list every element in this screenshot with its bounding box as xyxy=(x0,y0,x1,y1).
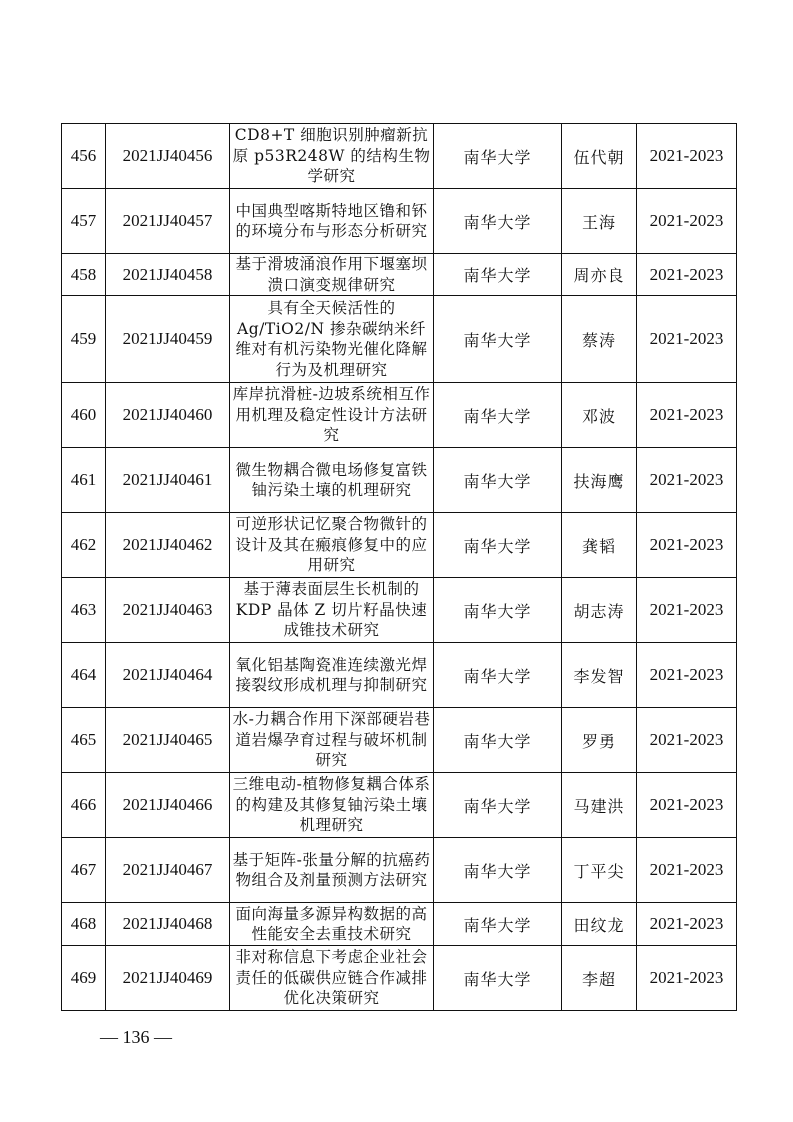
project-id: 2021JJ40469 xyxy=(106,946,230,1011)
row-number: 468 xyxy=(62,903,106,946)
principal-investigator: 蔡涛 xyxy=(562,296,637,383)
project-period: 2021-2023 xyxy=(637,643,737,708)
project-table xyxy=(61,123,737,1011)
table-row xyxy=(62,946,737,1011)
institution: 南华大学 xyxy=(434,383,562,448)
project-period: 2021-2023 xyxy=(637,838,737,903)
institution: 南华大学 xyxy=(434,773,562,838)
principal-investigator: 邓波 xyxy=(562,383,637,448)
project-id: 2021JJ40463 xyxy=(106,578,230,643)
principal-investigator: 李超 xyxy=(562,946,637,1011)
project-title: 中国典型喀斯特地区镥和钚的环境分布与形态分析研究 xyxy=(230,189,434,254)
table-row xyxy=(62,643,737,708)
project-id: 2021JJ40464 xyxy=(106,643,230,708)
principal-investigator: 丁平尖 xyxy=(562,838,637,903)
project-period: 2021-2023 xyxy=(637,189,737,254)
table-row xyxy=(62,513,737,578)
project-id: 2021JJ40468 xyxy=(106,903,230,946)
row-number: 463 xyxy=(62,578,106,643)
project-title: 面向海量多源异构数据的高性能安全去重技术研究 xyxy=(230,903,434,946)
institution: 南华大学 xyxy=(434,708,562,773)
institution: 南华大学 xyxy=(434,903,562,946)
institution: 南华大学 xyxy=(434,578,562,643)
project-period: 2021-2023 xyxy=(637,578,737,643)
table-row xyxy=(62,254,737,296)
project-period: 2021-2023 xyxy=(637,254,737,296)
table-row xyxy=(62,708,737,773)
project-title: 可逆形状记忆聚合物微针的设计及其在瘢痕修复中的应用研究 xyxy=(230,513,434,578)
row-number: 458 xyxy=(62,254,106,296)
table-row xyxy=(62,383,737,448)
row-number: 459 xyxy=(62,296,106,383)
project-id: 2021JJ40457 xyxy=(106,189,230,254)
row-number: 469 xyxy=(62,946,106,1011)
table-row xyxy=(62,296,737,383)
project-table-body xyxy=(62,124,737,1011)
principal-investigator: 王海 xyxy=(562,189,637,254)
table-row xyxy=(62,124,737,189)
row-number: 467 xyxy=(62,838,106,903)
table-row xyxy=(62,903,737,946)
table-row xyxy=(62,189,737,254)
table-row xyxy=(62,448,737,513)
principal-investigator: 马建洪 xyxy=(562,773,637,838)
project-title: 氧化铝基陶瓷准连续激光焊接裂纹形成机理与抑制研究 xyxy=(230,643,434,708)
row-number: 460 xyxy=(62,383,106,448)
project-title: CD8+T 细胞识别肿瘤新抗原 p53R248W 的结构生物学研究 xyxy=(230,124,434,189)
principal-investigator: 龚韬 xyxy=(562,513,637,578)
project-id: 2021JJ40456 xyxy=(106,124,230,189)
institution: 南华大学 xyxy=(434,254,562,296)
row-number: 456 xyxy=(62,124,106,189)
row-number: 457 xyxy=(62,189,106,254)
project-period: 2021-2023 xyxy=(637,946,737,1011)
page-number: — 136 — xyxy=(100,1027,172,1047)
table-row xyxy=(62,838,737,903)
row-number: 466 xyxy=(62,773,106,838)
project-title: 三维电动-植物修复耦合体系的构建及其修复铀污染土壤机理研究 xyxy=(230,773,434,838)
table-row xyxy=(62,578,737,643)
project-id: 2021JJ40459 xyxy=(106,296,230,383)
row-number: 461 xyxy=(62,448,106,513)
project-period: 2021-2023 xyxy=(637,448,737,513)
project-title: 微生物耦合微电场修复富铁铀污染土壤的机理研究 xyxy=(230,448,434,513)
row-number: 464 xyxy=(62,643,106,708)
principal-investigator: 扶海鹰 xyxy=(562,448,637,513)
project-id: 2021JJ40465 xyxy=(106,708,230,773)
project-id: 2021JJ40467 xyxy=(106,838,230,903)
project-period: 2021-2023 xyxy=(637,708,737,773)
principal-investigator: 田纹龙 xyxy=(562,903,637,946)
institution: 南华大学 xyxy=(434,296,562,383)
project-period: 2021-2023 xyxy=(637,383,737,448)
institution: 南华大学 xyxy=(434,124,562,189)
project-period: 2021-2023 xyxy=(637,296,737,383)
project-title: 基于矩阵-张量分解的抗癌药物组合及剂量预测方法研究 xyxy=(230,838,434,903)
institution: 南华大学 xyxy=(434,189,562,254)
project-id: 2021JJ40462 xyxy=(106,513,230,578)
project-period: 2021-2023 xyxy=(637,124,737,189)
row-number: 465 xyxy=(62,708,106,773)
project-period: 2021-2023 xyxy=(637,513,737,578)
project-period: 2021-2023 xyxy=(637,903,737,946)
row-number: 462 xyxy=(62,513,106,578)
project-title: 基于滑坡涌浪作用下堰塞坝溃口演变规律研究 xyxy=(230,254,434,296)
project-title: 非对称信息下考虑企业社会责任的低碳供应链合作减排优化决策研究 xyxy=(230,946,434,1011)
principal-investigator: 罗勇 xyxy=(562,708,637,773)
project-period: 2021-2023 xyxy=(637,773,737,838)
principal-investigator: 伍代朝 xyxy=(562,124,637,189)
table-row xyxy=(62,773,737,838)
project-id: 2021JJ40466 xyxy=(106,773,230,838)
institution: 南华大学 xyxy=(434,448,562,513)
project-title: 基于薄表面层生长机制的 KDP 晶体 Z 切片籽晶快速成锥技术研究 xyxy=(230,578,434,643)
project-title: 具有全天候活性的 Ag/TiO2/N 掺杂碳纳米纤维对有机污染物光催化降解行为及机理研究 xyxy=(230,296,434,383)
principal-investigator: 周亦良 xyxy=(562,254,637,296)
institution: 南华大学 xyxy=(434,513,562,578)
project-id: 2021JJ40458 xyxy=(106,254,230,296)
institution: 南华大学 xyxy=(434,838,562,903)
project-title: 库岸抗滑桩-边坡系统相互作用机理及稳定性设计方法研究 xyxy=(230,383,434,448)
project-id: 2021JJ40461 xyxy=(106,448,230,513)
principal-investigator: 李发智 xyxy=(562,643,637,708)
project-id: 2021JJ40460 xyxy=(106,383,230,448)
project-title: 水-力耦合作用下深部硬岩巷道岩爆孕育过程与破坏机制研究 xyxy=(230,708,434,773)
institution: 南华大学 xyxy=(434,643,562,708)
institution: 南华大学 xyxy=(434,946,562,1011)
principal-investigator: 胡志涛 xyxy=(562,578,637,643)
